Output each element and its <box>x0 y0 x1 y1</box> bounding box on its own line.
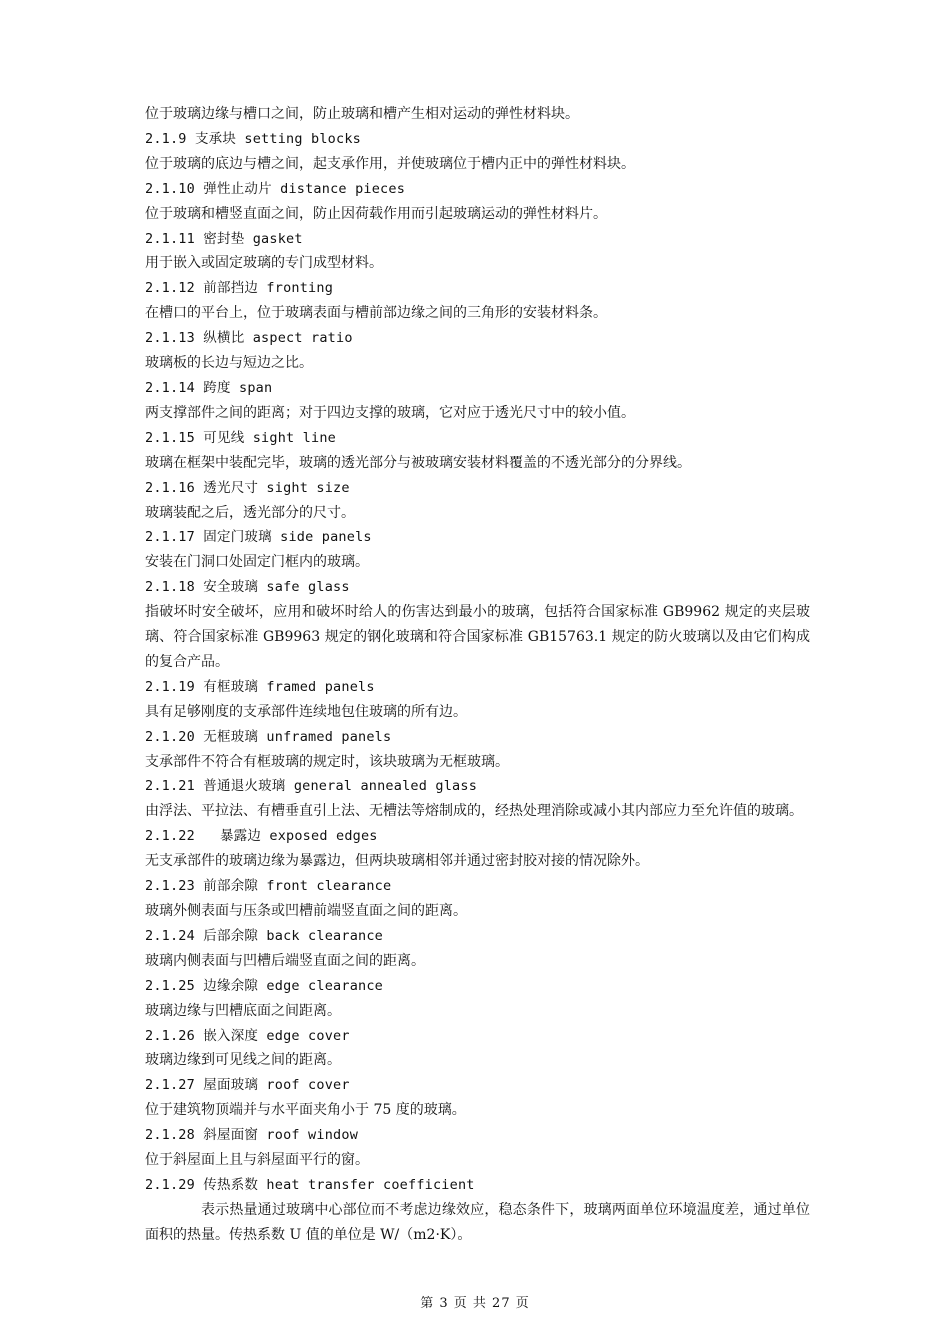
section-heading: 2.1.29 传热系数 heat transfer coefficient <box>145 1176 475 1193</box>
document-body <box>145 102 810 1248</box>
paragraph-text: 玻璃边缘与凹槽底面之间距离。 <box>145 1002 341 1019</box>
paragraph-text: 表示热量通过玻璃中心部位而不考虑边缘效应，稳态条件下，玻璃两面单位环境温度差，通过单位面积的热量。传热系数 U 值的单位是 W/（m2·K）。 <box>145 1201 810 1243</box>
section-heading: 2.1.14 跨度 span <box>145 379 273 396</box>
section-heading: 2.1.20 无框玻璃 unframed panels <box>145 728 392 745</box>
paragraph-text: 支承部件不符合有框玻璃的规定时，该块玻璃为无框玻璃。 <box>145 753 509 770</box>
paragraph-text: 玻璃板的长边与短边之比。 <box>145 355 313 372</box>
paragraph-text: 指破坏时安全破坏，应用和破坏时给人的伤害达到最小的玻璃，包括符合国家标准 GB9962 规定的夹层玻璃、符合国家标准 GB9963 规定的钢化玻璃和符合国家标准 GB15763.1 规定的防火玻璃以及由它们构成的复合产品。 <box>145 604 810 670</box>
paragraph-text: 位于斜屋面上且与斜屋面平行的窗。 <box>145 1152 369 1169</box>
paragraph-text: 用于嵌入或固定玻璃的专门成型材料。 <box>145 255 383 272</box>
paragraph-text: 位于建筑物顶端并与水平面夹角小于 75 度的玻璃。 <box>145 1102 466 1119</box>
section-heading: 2.1.9 支承块 setting blocks <box>145 130 361 147</box>
section-heading: 2.1.21 普通退火玻璃 general annealed glass <box>145 778 478 795</box>
section-heading: 2.1.27 屋面玻璃 roof cover <box>145 1077 350 1094</box>
paragraph-text: 位于玻璃边缘与槽口之间，防止玻璃和槽产生相对运动的弹性材料块。 <box>145 106 579 122</box>
paragraph-text: 位于玻璃和槽竖直面之间，防止因荷载作用而引起玻璃运动的弹性材料片。 <box>145 205 607 222</box>
section-heading: 2.1.16 透光尺寸 sight size <box>145 479 350 496</box>
paragraph-text: 两支撑部件之间的距离；对于四边支撑的玻璃，它对应于透光尺寸中的较小值。 <box>145 404 635 421</box>
paragraph-text: 玻璃边缘到可见线之间的距离。 <box>145 1052 341 1069</box>
page-footer: 第 3 页 共 27 页 <box>420 1296 530 1311</box>
paragraph-text: 玻璃在框架中装配完毕，玻璃的透光部分与被玻璃安装材料覆盖的不透光部分的分界线。 <box>145 454 691 471</box>
paragraph-text: 位于玻璃的底边与槽之间，起支承作用，并使玻璃位于槽内正中的弹性材料块。 <box>145 155 635 172</box>
section-heading: 2.1.11 密封垫 gasket <box>145 230 303 247</box>
paragraph-text: 由浮法、平拉法、有槽垂直引上法、无槽法等熔制成的，经热处理消除或减小其内部应力至允许值的玻璃。 <box>145 803 803 820</box>
section-heading: 2.1.28 斜屋面窗 roof window <box>145 1127 359 1144</box>
section-heading: 2.1.12 前部挡边 fronting <box>145 280 334 297</box>
section-heading: 2.1.17 固定门玻璃 side panels <box>145 529 372 546</box>
paragraph-text: 具有足够刚度的支承部件连续地包住玻璃的所有边。 <box>145 703 467 720</box>
section-heading: 2.1.13 纵横比 aspect ratio <box>145 330 353 347</box>
section-heading: 2.1.18 安全玻璃 safe glass <box>145 579 350 596</box>
section-heading: 2.1.22 暴露边 exposed edges <box>145 828 378 845</box>
paragraph-text: 安装在门洞口处固定门框内的玻璃。 <box>145 554 369 571</box>
section-heading: 2.1.26 嵌入深度 edge cover <box>145 1027 350 1044</box>
section-heading: 2.1.24 后部余隙 back clearance <box>145 927 384 944</box>
section-heading: 2.1.23 前部余隙 front clearance <box>145 878 392 895</box>
paragraph-text: 在槽口的平台上，位于玻璃表面与槽前部边缘之间的三角形的安装材料条。 <box>145 305 607 322</box>
section-heading: 2.1.10 弹性止动片 distance pieces <box>145 180 406 197</box>
paragraph-text: 玻璃内侧表面与凹槽后端竖直面之间的距离。 <box>145 952 425 969</box>
section-heading: 2.1.15 可见线 sight line <box>145 429 336 446</box>
section-heading: 2.1.25 边缘余隙 edge clearance <box>145 977 384 994</box>
section-heading: 2.1.19 有框玻璃 framed panels <box>145 678 375 695</box>
paragraph-text: 无支承部件的玻璃边缘为暴露边，但两块玻璃相邻并通过密封胶对接的情况除外。 <box>145 853 649 870</box>
paragraph-text: 玻璃外侧表面与压条或凹槽前端竖直面之间的距离。 <box>145 903 467 919</box>
paragraph-text: 玻璃装配之后，透光部分的尺寸。 <box>145 504 355 521</box>
